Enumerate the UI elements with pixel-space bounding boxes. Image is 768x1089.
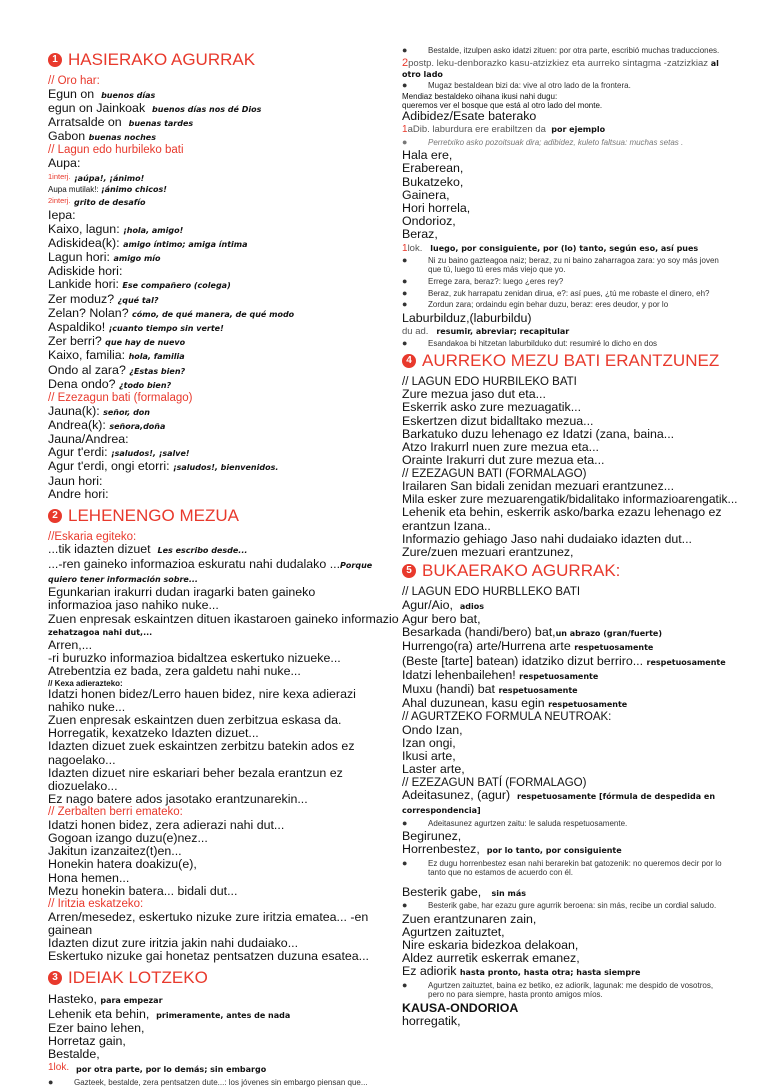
phrase-line: Lankide hori: Ese compañero (colega) (48, 277, 231, 292)
phrase-line: Mila esker zure mezuarengatik/bidalitako informazioarengatik... (402, 492, 738, 507)
phrase-line: Andre hori: (48, 486, 109, 501)
phrase-line: Dena ondo? ¿todo bien? (48, 376, 172, 391)
phrase-line: Jauna(k): señor, don (48, 403, 150, 418)
phrase-line: Kaixo, lagun: ¡hola, amigo! (48, 221, 184, 236)
phrase-line: Ondo Izan, (402, 722, 463, 737)
phrase-line: Atzo Irakurrl nuen zure mezua eta... (402, 440, 599, 455)
phrase-line: Ondo al zara? ¿Estas bien? (48, 362, 186, 377)
phrase-line: ...tik idazten dizuet Les escribo desde... (48, 542, 248, 557)
phrase-line: Mendiaz bestaldeko oihana ikusi nahi dugu: (402, 92, 558, 102)
phrase-line: Eraberean, (402, 161, 464, 176)
phrase-line: Aldez aurretik eskerrak emanez, (402, 951, 580, 966)
phrase-line: Hasteko, para empezar (48, 992, 163, 1007)
comment-line: //Eskaria egiteko: (48, 530, 137, 543)
phrase-line: Hala ere, (402, 148, 453, 163)
phrase-line: Egun on buenos días (48, 86, 156, 101)
gloss-line: 1aDib. laburdura ere erabiltzen da por ejemplo (402, 124, 606, 136)
example-bullet: ● Bestalde, itzulpen asko idatzi zituen: por otra parte, escribió muchas traducciones. (402, 45, 720, 55)
phrase-line: Idazten dizuet nire eskariari beher bezala erantzun ez diozuelako... (48, 765, 343, 793)
example-bullet: ● Mugaz bestaldean bizi da: vive al otro lado de la frontera. (402, 79, 631, 90)
phrase-line: Zuen enpresak eskaintzen dituen ikastaroen gaineko informazio (48, 611, 399, 626)
section-heading-3: 3 IDEIAK LOTZEKO (48, 968, 376, 988)
gloss-line: $^{2interj.}$ grito de desafío (48, 196, 146, 208)
phrase-line: Beraz, (402, 227, 438, 242)
phrase-line: Aspaldiko! ¡cuanto tiempo sin verte! (48, 320, 224, 335)
example-bullet: ● Esandakoa bi hitzetan laburbilduko dut: resumiré lo dicho en dos (402, 338, 658, 349)
phrase-line: Adibidez/Esate baterako (402, 109, 537, 124)
comment-line: // Oro har: (48, 75, 100, 87)
phrase-line: Ondorioz, (402, 214, 456, 229)
phrase-line: horregatik, (402, 1013, 461, 1028)
phrase-line: Gainera, (402, 187, 450, 202)
comment-line: // Kexa adierazteko: (48, 678, 123, 688)
phrase-line: Agur t'erdi: ¡saludos!, ¡salve! (48, 445, 190, 460)
phrase-line: Idatzi honen bidez, zera adierazi nahi dut... (48, 817, 285, 832)
phrase-line: Zer berri? que hay de nuevo (48, 334, 186, 349)
phrase-line: Iepa: (48, 208, 76, 223)
phrase-line: Lehenik eta behin, primeramente, antes de nada (48, 1006, 291, 1021)
phrase-line: Egunkarian irakurri dudan iragarki baten gaineko informazioa jaso nahiko nuke... (48, 585, 316, 613)
gloss-line: $^{1interj.}$ ¡aúpa!, ¡ánimo! (48, 172, 145, 184)
section-number-badge: 3 (48, 971, 62, 985)
phrase-line: Jaun hori: (48, 473, 103, 488)
phrase-line: Gogoan izango duzu(e)nez... (48, 831, 208, 846)
phrase-line: Zure/zuen mezuari erantzunez, (402, 545, 574, 560)
phrase-line: Agur bero bat, (402, 611, 481, 626)
phrase-line: zehatzagoa nahi dut,... (48, 627, 153, 637)
phrase-line: Idazten dizuet zuek eskaintzen zerbitzu batekin ados ez nagoelako... (48, 739, 355, 767)
phrase-line: Arratsalde on buenas tardes (48, 114, 194, 129)
comment-line: // LAGUN EDO HURBILEKO BATI (402, 375, 577, 388)
phrase-line: Besarkada (handi/bero) bat,un abrazo (gran/fuerte) (402, 625, 662, 640)
gloss-line: du ad. resumir, abreviar; recapitular (402, 325, 570, 337)
example-bullet: ● Adeitasunez agurtzen zaitu: le saluda respetuosamente. (402, 817, 628, 828)
phrase-line: Hori horrela, (402, 201, 471, 215)
section-heading-4: 4 AURREKO MEZU BATI ERANTZUNEZ (402, 351, 728, 371)
example-bullet: ● Zordun zara; ordaindu egin behar duzu, beraz: eres deudor, y por lo (402, 299, 669, 310)
phrase-line: Atrebentzia ez bada, zera galdetu nahi nuke... (48, 664, 301, 679)
phrase-line: Ezer baino lehen, (48, 1020, 145, 1035)
example-bullet: ● Errege zara, beraz?: luego ¿eres rey? (402, 276, 564, 286)
gloss-line: 2postp. leku-denborazko kasu-atzizkiez eta aurreko sintagma -zatzizkiaz al otro lado (402, 56, 719, 79)
section-subheading: KAUSA-ONDORIOA (402, 1000, 519, 1015)
phrase-line: Eskertuko nizuke gai honetaz pentsatzen duzuna esatea... (48, 949, 369, 964)
phrase-line: Ikusi arte, (402, 749, 456, 764)
phrase-line: Kaixo, familia: hola, familia (48, 348, 185, 363)
example-bullet: ● Agurtzen zaituztet, baina ez betiko, ez adiorik, lagunak: me despido de vosotros, pero no para siempre, hasta pronto amigos míos. (402, 979, 714, 1000)
phrase-line: Nire eskaria bidezkoa delakoan, (402, 937, 579, 952)
phrase-line: Ez nago batere ados jasotako erantzunarekin... (48, 792, 308, 807)
phrase-line: Ahal duzunean, kasu egin respetuosamente (402, 696, 628, 711)
example-bullet: ● Gazteek, bestalde, zera pentsatzen dute...: los jóvenes sin embargo piensan que... (48, 1076, 368, 1087)
section-number-badge: 2 (48, 509, 62, 523)
phrase-line: Idatzi lehenbailehen! respetuosamente (402, 667, 599, 682)
section-heading-5: 5 BUKAERAKO AGURRAK: (402, 561, 728, 581)
phrase-line: egun on Jainkoak buenos días nos dé Dios (48, 100, 262, 115)
phrase-line: Lagun hori: amigo mío (48, 250, 161, 265)
right-column (402, 45, 738, 1028)
phrase-line: queremos ver el bosque que está al otro lado del monte. (402, 101, 603, 111)
phrase-line: Horregatik, kexatzeko Idazten dizuet... (48, 726, 259, 741)
section-heading-1: 1 HASIERAKO AGURRAK (48, 50, 376, 70)
phrase-line: Ez adiorik hasta pronto, hasta otra; hasta siempre (402, 964, 641, 979)
phrase-line: Eskerrik asko zure mezuagatik... (402, 400, 582, 415)
phrase-line: Arren/mesedez, eskertuko nizuke zure iritzia ematea... -en gainean (48, 909, 369, 937)
section-number-badge: 1 (48, 53, 62, 67)
phrase-line: Zuen enpresak eskaintzen duen zerbitzua eskasa da. (48, 712, 342, 727)
comment-line: // AGURTZEKO FORMULA NEUTROAK: (402, 711, 612, 724)
phrase-line: Gabon buenas noches (48, 129, 156, 144)
phrase-line: Agur t'erdi, ongi etorri: ¡saludos!, bienvenidos. (48, 459, 279, 474)
comment-line: // Ezezagun bati (formalago) (48, 392, 193, 405)
phrase-line: Arren,... (48, 637, 93, 652)
left-column (48, 48, 399, 1089)
phrase-line: ...-ren gaineko informazioa eskuratu nahi dudalako ...Porque quiero tener información sobre... (48, 556, 373, 584)
phrase-line: Besterik gabe, sin más (402, 884, 527, 899)
phrase-line: Horrenbestez, por lo tanto, por consiguiente (402, 842, 622, 857)
comment-line: // EZEZAGUN BATÍ (FORMALAGO) (402, 776, 587, 789)
phrase-line: Adiskidea(k): amigo íntimo; amiga íntima (48, 235, 248, 250)
phrase-line: Mezu honekin batera... bidali dut... (48, 883, 238, 898)
phrase-line: Izan ongi, (402, 736, 456, 751)
phrase-line: Zer moduz? ¿qué tal? (48, 291, 159, 306)
phrase-line: Laburbilduz,(laburbildu) (402, 310, 532, 325)
phrase-line: Hurrengo(ra) arte/Hurrena arte respetuosamente (402, 639, 654, 654)
phrase-line: Lehenik eta behin, eskerrik asko/barka ezazu lehenago ez erantzun Izana.. (402, 505, 722, 533)
comment-line: // LAGUN EDO HURBLLEKO BATI (402, 586, 581, 599)
example-bullet: ● Ez dugu horrenbestez esan nahi berarekin bat gatozenik: no queremos decir por lo tanto que no estamos de acuerdo con él. (402, 857, 722, 878)
phrase-line: Jakitun izanzaitez(t)en... (48, 844, 182, 859)
phrase-line: Agur/Aio, adios (402, 597, 484, 612)
phrase-line: Idatzi honen bidez/Lerro hauen bidez, nire kexa adierazi nahiko nuke... (48, 686, 356, 714)
phrase-line: Zelan? Nolan? cómo, de qué manera, de qué modo (48, 305, 295, 320)
phrase-line: Aupa: (48, 155, 81, 170)
phrase-line: Horretaz gain, (48, 1033, 126, 1048)
phrase-line: Zuen erantzunaren zain, (402, 911, 537, 926)
comment-line: // EZEZAGUN BATI (FORMALAGO) (402, 467, 587, 480)
phrase-line: Hona hemen... (48, 870, 130, 885)
phrase-line: (Beste [tarte] batean) idatziko dizut berriro... respetuosamente (402, 653, 726, 668)
phrase-line: -ri buruzko informazioa bidaltzea eskertuko nizueke... (48, 651, 341, 666)
phrase-line: Orainte Irakurri dut zure mezua eta... (402, 453, 605, 468)
example-bullet: ● Perretxiko asko pozoitsuak dira; adibidez, kuleto faltsua: muchas setas . (402, 136, 684, 147)
example-bullet: ● Beraz, zuk harrapatu zenidan dirua, e?: así pues, ¿tú me robaste el dinero, eh? (402, 287, 710, 298)
phrase-line: Jauna/Andrea: (48, 431, 129, 446)
section-number-badge: 4 (402, 354, 416, 368)
phrase-line: Agurtzen zaituztet, (402, 924, 505, 939)
phrase-line: Bukatzeko, (402, 174, 464, 189)
gloss-line: 1lok. luego, por consiguiente, por (lo) tanto, según eso, así pues (402, 242, 699, 254)
comment-line: // Lagun edo hurbileko bati (48, 144, 184, 157)
phrase-line: Bestalde, (48, 1047, 100, 1062)
phrase-line: Honekin hatera doakizu(e), (48, 857, 197, 872)
gloss-line: $^{1lok.}$ por otra parte, por lo demás; sin embargo (48, 1062, 267, 1075)
phrase-line: Eskertzen dizut bidalltako mezua... (402, 413, 594, 428)
comment-line: // Iritzia eskatzeko: (48, 898, 144, 911)
phrase-line: Laster arte, (402, 762, 465, 777)
phrase-line: Muxu (handi) bat respetuosamente (402, 681, 578, 696)
phrase-line: Adeitasunez, (agur) respetuosamente [fórmula de despedida en correspondencia] (402, 788, 716, 816)
phrase-line: Barkatuko duzu lehenago ez Idatzi (zana, baina... (402, 426, 675, 441)
example-bullet: ● Ni zu baino gazteagoa naiz; beraz, zu ni baino zaharragoa zara: yo soy más joven que tú, luego tú eres más viejo que yo. (402, 254, 719, 275)
phrase-line: Irailaren San bidali zenidan mezuari erantzunez... (402, 479, 675, 493)
section-heading-2: 2 LEHENENGO MEZUA (48, 506, 376, 526)
comment-line: // Zerbalten berri emateko: (48, 806, 183, 819)
phrase-line: Zure mezua jaso dut eta... (402, 387, 546, 402)
phrase-line: Idazten dizut zure iritzia jakin nahi dudaiako... (48, 935, 299, 950)
phrase-line: Begirunez, (402, 829, 462, 844)
phrase-line: Aupa mutilak!: ¡ánimo chicos! (48, 185, 167, 195)
phrase-line: Andrea(k): señora,doña (48, 417, 166, 432)
phrase-line: Adiskide hori: (48, 264, 123, 279)
phrase-line: Informazio gehiago Jaso nahi dudaiako idazten dut... (402, 531, 693, 546)
example-bullet: ● Besterik gabe, har ezazu gure agurrik beroena: sin más, recibe un cordial saludo. (402, 899, 717, 910)
section-number-badge: 5 (402, 564, 416, 578)
